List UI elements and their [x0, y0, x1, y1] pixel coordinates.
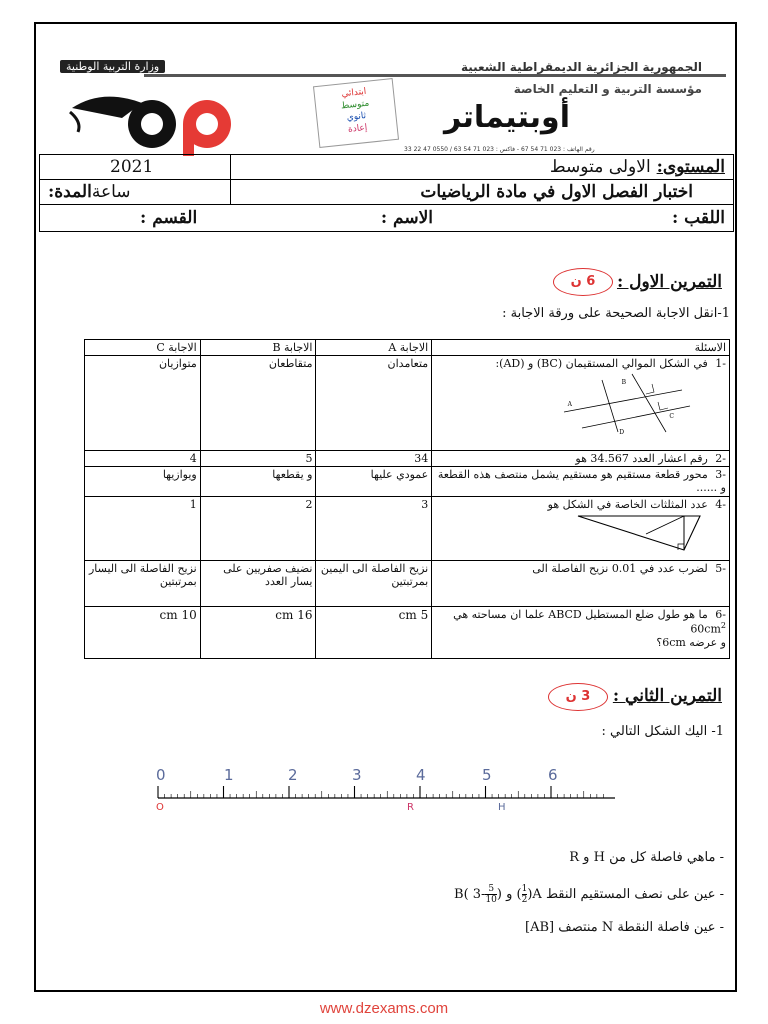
answer-b: 16 cm [200, 607, 316, 659]
lines-figure [562, 372, 692, 434]
exam-info-table [39, 154, 734, 232]
site-watermark: www.dzexams.com [319, 1000, 449, 1017]
year-cell: 2021 [40, 155, 231, 180]
exercise2-q2: - عين على نصف المستقيم النقط A( $\frac{1}{2}$ ) و B( 3- $\frac{5}{10}$ ) [454, 884, 724, 905]
ruler-number: 6 [548, 766, 558, 784]
svg-text:C: C [669, 413, 674, 420]
exercise2-title: التمرين الثاني : [612, 686, 722, 706]
banner-strip [144, 74, 726, 77]
number-line-figure [150, 766, 620, 826]
answer-c: 1 [85, 497, 201, 561]
qcm-table [84, 339, 730, 659]
duration-cell: ساعةالمدة: [40, 180, 231, 205]
header-b: الاجابة B [200, 340, 316, 356]
level-cell: المستوى: الاولى متوسط [231, 155, 734, 180]
point-r-label: R [407, 802, 414, 813]
ruler-number: 2 [288, 766, 298, 784]
answer-a: عمودي عليها [316, 467, 432, 497]
table-row [85, 467, 730, 497]
question-cell: -5 لضرب عدد في 0.01 نزيح الفاصلة الى [432, 561, 730, 607]
contact-line: رقم الهاتف : 023 71 54 67 - فاكس : 023 71 54 63 / 0550 47 22 33 [404, 146, 595, 153]
header-a: الاجابة A [316, 340, 432, 356]
answer-c: 4 [85, 451, 201, 467]
exam-title: اختبار الفصل الاول في مادة الرياضيات [231, 180, 734, 205]
point-h-label: H [498, 802, 506, 813]
ruler-axis [150, 784, 620, 804]
table-row [85, 607, 730, 659]
question-cell: -4 عدد المثلثات الخاصة في الشكل هو [432, 497, 730, 561]
exercise2-q3: - عين فاصلة النقطة N منتصف [AB] [525, 920, 724, 935]
exercise1-title: التمرين الاول : [616, 272, 722, 292]
answer-a: 5 cm [316, 607, 432, 659]
institution-name: مؤسسة التربية و التعليم الخاصة [513, 82, 702, 96]
question-cell: -6 ما هو طول ضلع المستطيل ABCD علما ان مساحته هي $60cm^2$ و عرضه 6cm؟ [432, 607, 730, 659]
ruler-number: 3 [352, 766, 362, 784]
ruler-number: 1 [224, 766, 234, 784]
answer-c: نزيح الفاصلة الى اليسار بمرتبتين [85, 561, 201, 607]
answer-c: متوازيان [85, 356, 201, 451]
question-cell: -2 رقم اعشار العدد 34.567 هو [432, 451, 730, 467]
school-logo [62, 78, 262, 158]
point-o-label: O [156, 802, 164, 813]
svg-text:D: D [619, 429, 624, 434]
table-row [85, 451, 730, 467]
exercise1-instruction: 1-انقل الاجابة الصحيحة على ورقة الاجابة : [502, 306, 730, 321]
exercise2-intro: 1- اليك الشكل التالي : [601, 724, 724, 739]
school-name: أوبتيماتر [444, 100, 570, 135]
table-row [85, 497, 730, 561]
header-questions: الاسئلة [432, 340, 730, 356]
exercise2-q1: - ماهي فاصلة كل من H و R [569, 850, 724, 865]
svg-text:A: A [567, 401, 572, 408]
ruler-number: 0 [156, 766, 166, 784]
name-label: الاسم : [380, 208, 433, 228]
answer-a: 3 [316, 497, 432, 561]
republic-title: الجمهورية الجزائرية الديمقراطية الشعبية [460, 60, 702, 74]
answer-c: 10 cm [85, 607, 201, 659]
student-fields [40, 205, 734, 232]
ruler-number: 5 [482, 766, 492, 784]
table-row [85, 356, 730, 451]
answer-b: متقاطعان [200, 356, 316, 451]
triangles-figure [574, 512, 704, 552]
answer-a: متعامدان [316, 356, 432, 451]
exercise1-score: 6 ن [553, 268, 613, 296]
question-cell: -3 محور قطعة مستقيم هو مستقيم يشمل منتصف هذه القطعة و ...... [432, 467, 730, 497]
header-banner [44, 60, 730, 154]
question-cell: -1 في الشكل الموالي المستقيمان (BC) و (AD): A B C D [432, 356, 730, 451]
answer-b: و يقطعها [200, 467, 316, 497]
header-c: الاجابة C [85, 340, 201, 356]
answer-a: 34 [316, 451, 432, 467]
level-badge: ابتدائي متوسط ثانوي إعادة [313, 78, 399, 148]
answer-b: 5 [200, 451, 316, 467]
answer-b: نضيف صفريين على يسار العدد [200, 561, 316, 607]
answer-c: ويوازيها [85, 467, 201, 497]
answer-b: 2 [200, 497, 316, 561]
exercise2-score: 3 ن [548, 683, 608, 711]
class-label: القسم : [140, 208, 198, 228]
table-row [85, 561, 730, 607]
ministry-title: وزارة التربية الوطنية [60, 60, 165, 73]
ruler-number: 4 [416, 766, 426, 784]
surname-label: اللقب : [671, 208, 725, 228]
svg-text:B: B [621, 379, 626, 386]
answer-a: نزيح الفاصلة الى اليمين بمرتبتين [316, 561, 432, 607]
